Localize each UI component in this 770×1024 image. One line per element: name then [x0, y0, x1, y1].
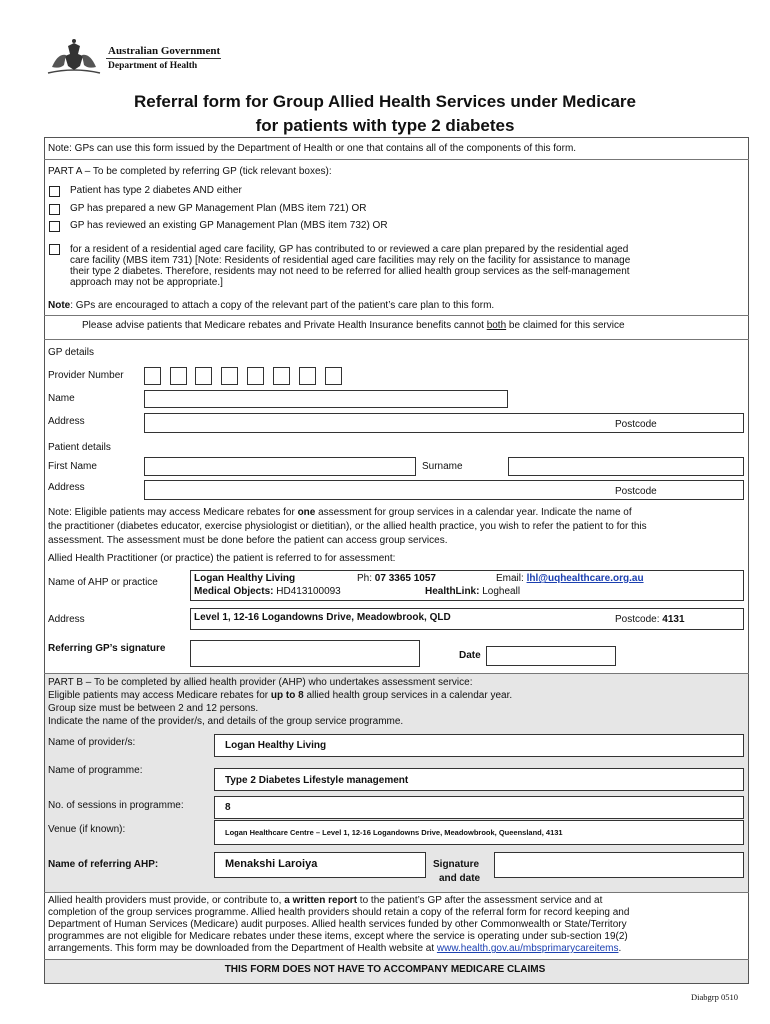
eligibility-text-end: assessment for group services in a calendar year. Indicate the name of: [315, 507, 632, 518]
part-b-instructions: Indicate the name of the provider/s, and details of the group service programme.: [48, 716, 404, 727]
closing-line1: [48, 895, 602, 907]
sessions-field[interactable]: [214, 796, 744, 819]
gp-name-field[interactable]: [144, 390, 508, 408]
medicare-claims-banner: THIS FORM DOES NOT HAVE TO ACCOMPANY MEDICARE CLAIMS: [224, 964, 546, 975]
gp-name-label: Name: [48, 393, 75, 404]
ahp-practice-name: Logan Healthy Living: [194, 573, 296, 584]
provider-number-digit[interactable]: [299, 367, 316, 385]
first-name-field[interactable]: [144, 457, 416, 476]
closing-text: arrangements. This form may be downloaded from the Department of Health website at: [48, 943, 437, 954]
ahp-phone: [357, 573, 436, 585]
ahp-address-value: Level 1, 12-16 Logandowns Drive, Meadowbrook, QLD: [194, 612, 451, 623]
option-new-plan: GP has prepared a new GP Management Plan (MBS item 721) OR: [70, 203, 367, 214]
healthlink-value: Logheall: [482, 586, 521, 597]
gp-postcode-label: Postcode: [615, 419, 657, 430]
email-label: Email:: [496, 573, 527, 584]
medical-objects-value: HD413100093: [276, 586, 341, 597]
divider: [44, 315, 749, 316]
rebate-advice: [82, 320, 625, 332]
ahp-referral-heading: Allied Health Practitioner (or practice) the patient is referred to for assessment:: [48, 553, 396, 564]
part-b-emphasis: up to 8: [270, 690, 304, 701]
advice-emphasis: both: [486, 320, 507, 331]
care-plan-note: [48, 300, 494, 312]
closing-text-end: to the patient’s GP after the assessment service and at: [357, 895, 603, 906]
venue-label: Venue (if known):: [48, 824, 126, 835]
part-b-text: Eligible patients may access Medicare rebates for: [48, 690, 271, 701]
referring-ahp-value: Menakshi Laroiya: [225, 858, 318, 870]
closing-line3: Department of Human Services (Medicare) audit purposes. Allied health services funded by other Commonwealth or State/Territory: [48, 919, 627, 930]
note-label: Note: [48, 300, 71, 311]
provider-number-digit[interactable]: [247, 367, 264, 385]
checkbox-reviewed-plan[interactable]: [49, 221, 60, 232]
form-title-line2: for patients with type 2 diabetes: [255, 116, 515, 135]
programme-label: Name of programme:: [48, 765, 143, 776]
medical-objects-label: Medical Objects:: [194, 586, 277, 597]
divider: [44, 892, 749, 893]
closing-text: Allied health providers must provide, or contribute to,: [48, 895, 285, 906]
divider: [44, 339, 749, 340]
part-b-eligibility: [48, 690, 512, 702]
part-a-heading: PART A – To be completed by referring GP (tick relevant boxes):: [48, 166, 332, 177]
provider-number-digit[interactable]: [144, 367, 161, 385]
date-label: Date: [459, 650, 481, 661]
programme-value: Type 2 Diabetes Lifestyle management: [225, 775, 409, 786]
email-link[interactable]: lhl@uqhealthcare.org.au: [526, 573, 644, 584]
sessions-value: 8: [225, 802, 231, 813]
signature-label-line1: Signature: [433, 859, 480, 870]
ahp-signature-field[interactable]: [494, 852, 744, 878]
option-aged-care-line1: for a resident of a residential aged care facility, GP has contributed to or reviewed a care plan prepared by the residential aged: [70, 244, 629, 255]
closing-line4: programmes are not eligible for Medicare rebates under these items, except where the service is operating under sub-section 19(2): [48, 931, 628, 942]
closing-line2: completion of the group services programme. Allied health providers should retain a copy of the referral form for record keeping and: [48, 907, 630, 918]
ahp-address-label: Address: [48, 614, 85, 625]
eligibility-emphasis: one: [297, 507, 316, 518]
closing-emphasis: a written report: [284, 895, 358, 906]
option-aged-care-line2: care facility (MBS item 731) [Note: Residents of residential aged care facilities may rely on the facility for assistance to manage: [70, 255, 631, 266]
health-website-link[interactable]: www.health.gov.au/mbsprimarycareitems: [436, 943, 619, 954]
gp-signature-field[interactable]: [190, 640, 420, 667]
provider-number-digit[interactable]: [221, 367, 238, 385]
signature-label-line2: and date: [439, 873, 481, 884]
gp-address-label: Address: [48, 416, 85, 427]
divider: [44, 159, 749, 160]
healthlink-label: HealthLink:: [425, 586, 483, 597]
form-code: Diabgrp 0510: [691, 992, 738, 1002]
advice-text-end: be claimed for this service: [506, 320, 625, 331]
option-type2-diabetes: Patient has type 2 diabetes AND either: [70, 185, 242, 196]
gp-note: Note: GPs can use this form issued by the Department of Health or one that contains all of the components of this form.: [48, 143, 577, 154]
ahp-medical-objects: [194, 586, 341, 598]
patient-details-heading: Patient details: [48, 442, 111, 453]
surname-field[interactable]: [508, 457, 744, 476]
department-name: Department of Health: [108, 61, 198, 71]
option-reviewed-plan: GP has reviewed an existing GP Management Plan (MBS item 732) OR: [70, 220, 388, 231]
ahp-name-label: Name of AHP or practice: [48, 577, 158, 588]
phone-value: 07 3365 1057: [374, 573, 436, 584]
providers-label: Name of provider/s:: [48, 737, 136, 748]
gp-details-heading: GP details: [48, 347, 94, 358]
government-name: Australian Government: [108, 45, 221, 57]
patient-postcode-label: Postcode: [615, 486, 657, 497]
provider-number-label: Provider Number: [48, 370, 124, 381]
patient-address-label: Address: [48, 482, 85, 493]
ahp-postcode-value: 4131: [662, 614, 685, 625]
gp-signature-label: Referring GP’s signature: [48, 643, 166, 654]
header-divider: [106, 58, 221, 59]
form-title-line1: Referral form for Group Allied Health Services under Medicare: [134, 92, 636, 111]
first-name-label: First Name: [48, 461, 97, 472]
checkbox-type2-diabetes[interactable]: [49, 186, 60, 197]
part-b-heading: PART B – To be completed by allied health provider (AHP) who undertakes assessment service:: [48, 677, 473, 688]
coat-of-arms-logo: [44, 37, 104, 81]
note-text: : GPs are encouraged to attach a copy of the relevant part of the patient’s care plan to this form.: [70, 300, 495, 311]
part-b-group-size: Group size must be between 2 and 12 persons.: [48, 703, 259, 714]
closing-period: .: [618, 943, 622, 954]
provider-number-digit[interactable]: [195, 367, 212, 385]
checkbox-new-plan[interactable]: [49, 204, 60, 215]
divider: [44, 673, 749, 674]
eligibility-note-line3: assessment. The assessment must be done before the patient can access group services.: [48, 535, 448, 546]
advice-text: Please advise patients that Medicare rebates and Private Health Insurance benefits cannot: [82, 320, 487, 331]
surname-label: Surname: [422, 461, 463, 472]
provider-number-digit[interactable]: [325, 367, 342, 385]
option-aged-care-line4: approach may not be appropriate.]: [70, 277, 223, 288]
part-b-text-end: allied health group services in a calendar year.: [303, 690, 513, 701]
eligibility-note-line1: [48, 507, 632, 519]
ahp-postcode: [615, 614, 685, 626]
ahp-healthlink: [425, 586, 520, 598]
eligibility-note-line2: the practitioner (diabetes educator, exercise physiologist or dietitian), or the allied health practice, you wish to refer the patient to for this: [48, 521, 647, 532]
checkbox-aged-care[interactable]: [49, 244, 60, 255]
option-aged-care-line3: their type 2 diabetes. Therefore, residents may not need to be referred for allied health group services as the self-management: [70, 266, 630, 277]
venue-value: Logan Healthcare Centre – Level 1, 12-16 Logandowns Drive, Meadowbrook, Queensland, 4131: [225, 828, 563, 837]
sessions-label: No. of sessions in programme:: [48, 800, 184, 811]
phone-label: Ph:: [357, 573, 375, 584]
divider: [44, 959, 749, 960]
referring-ahp-label: Name of referring AHP:: [48, 859, 159, 870]
ahp-email: [496, 573, 644, 585]
provider-number-digit[interactable]: [170, 367, 187, 385]
closing-line5: [48, 943, 621, 955]
providers-value: Logan Healthy Living: [225, 740, 327, 751]
provider-number-digit[interactable]: [273, 367, 290, 385]
eligibility-text: Note: Eligible patients may access Medicare rebates for: [48, 507, 298, 518]
ahp-postcode-label: Postcode:: [615, 614, 663, 625]
date-field[interactable]: [486, 646, 616, 666]
